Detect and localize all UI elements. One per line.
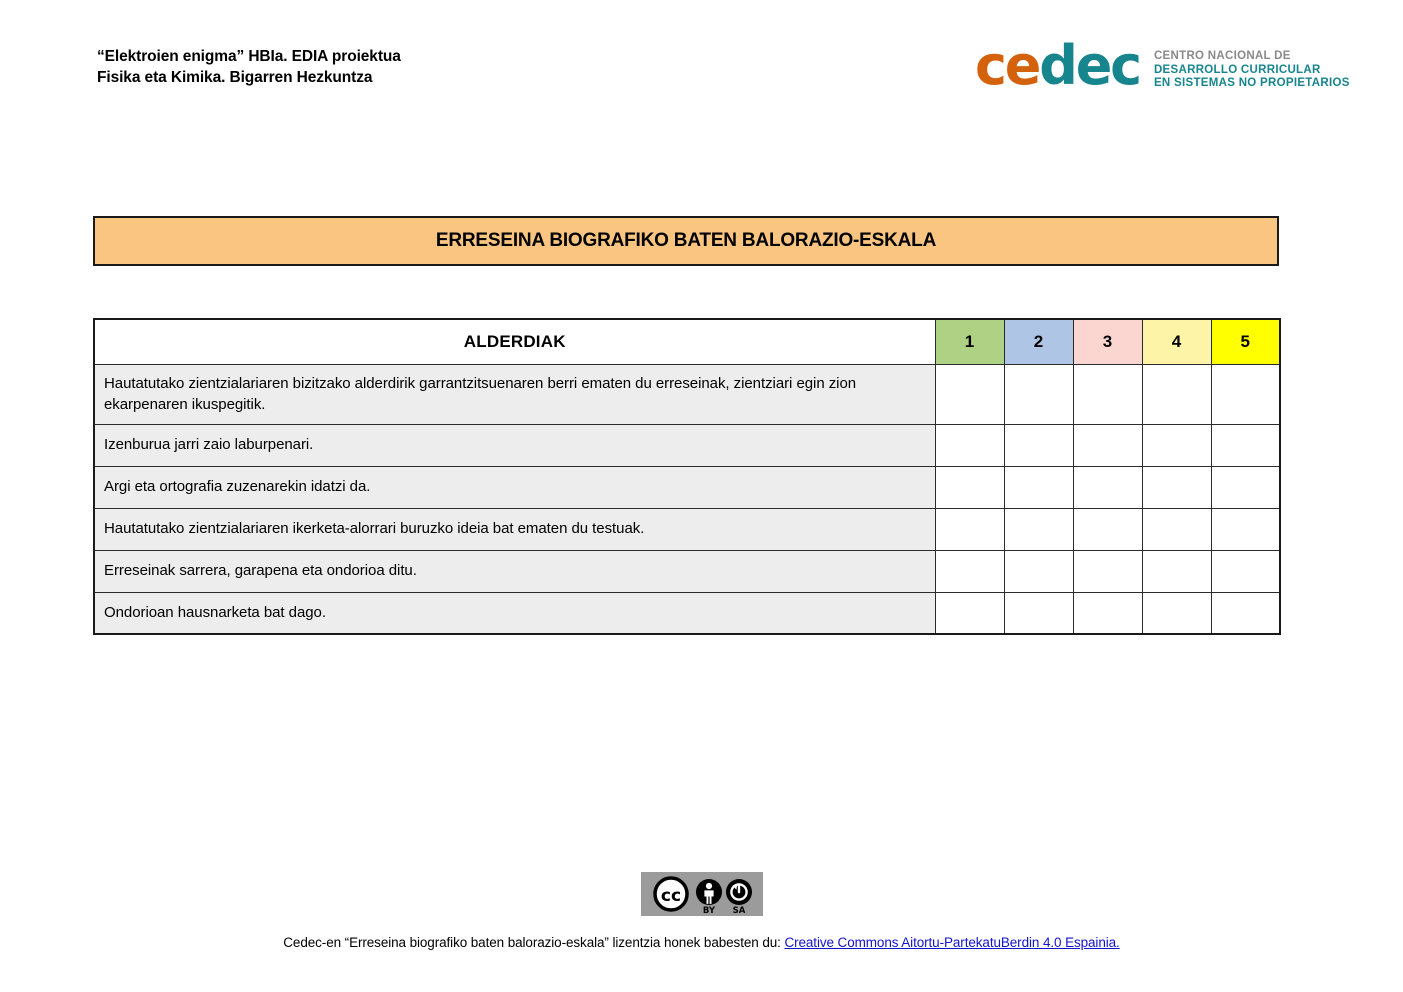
license-note-text: Cedec-en “Erreseina biografiko baten balorazio-eskala” lizentzia honek babesten du: bbox=[283, 935, 785, 950]
cedec-logo-tagline bbox=[1154, 50, 1350, 91]
score-checkbox-cell[interactable] bbox=[1004, 508, 1073, 550]
table-row bbox=[94, 550, 1280, 592]
score-checkbox-cell[interactable] bbox=[935, 550, 1004, 592]
score-checkbox-cell[interactable] bbox=[1073, 424, 1142, 466]
score-checkbox-cell[interactable] bbox=[1211, 466, 1280, 508]
aspect-text: Hautatutako zientzialariaren bizitzako alderdirik garrantzitsuenaren berri ematen du erreseinak, zientziari egin zion ekarpenaren ikuspegitik. bbox=[94, 364, 935, 424]
score-checkbox-cell[interactable] bbox=[1142, 550, 1211, 592]
creative-commons-badge-icon bbox=[641, 872, 763, 916]
score-checkbox-cell[interactable] bbox=[1073, 364, 1142, 424]
score-checkbox-cell[interactable] bbox=[1142, 364, 1211, 424]
table-row bbox=[94, 364, 1280, 424]
score-checkbox-cell[interactable] bbox=[935, 592, 1004, 634]
rubric-title: ERRESEINA BIOGRAFIKO BATEN BALORAZIO-ESKALA bbox=[435, 230, 937, 251]
score-checkbox-cell[interactable] bbox=[1073, 466, 1142, 508]
table-row bbox=[94, 424, 1280, 466]
score-checkbox-cell[interactable] bbox=[1142, 424, 1211, 466]
score-checkbox-cell[interactable] bbox=[1211, 508, 1280, 550]
column-header-score-1: 1 bbox=[935, 319, 1004, 364]
score-checkbox-cell[interactable] bbox=[1073, 508, 1142, 550]
header-title-line-1: “Elektroien enigma” HBIa. EDIA proiektua bbox=[97, 48, 401, 65]
score-checkbox-cell[interactable] bbox=[1004, 592, 1073, 634]
table-body bbox=[94, 364, 1280, 634]
license-link[interactable]: Creative Commons Aitortu-PartekatuBerdin 4.0 Espainia. bbox=[784, 935, 1120, 950]
column-header-score-2: 2 bbox=[1004, 319, 1073, 364]
column-header-score-5: 5 bbox=[1211, 319, 1280, 364]
score-checkbox-cell[interactable] bbox=[1142, 592, 1211, 634]
table-row bbox=[94, 508, 1280, 550]
score-checkbox-cell[interactable] bbox=[1004, 550, 1073, 592]
cedec-tagline-line-3: EN SISTEMAS NO PROPIETARIOS bbox=[1153, 77, 1350, 89]
cedec-logo-wordmark bbox=[975, 34, 1140, 97]
aspect-text: Ondorioan hausnarketa bat dago. bbox=[94, 592, 935, 634]
score-checkbox-cell[interactable] bbox=[935, 466, 1004, 508]
score-checkbox-cell[interactable] bbox=[935, 364, 1004, 424]
score-checkbox-cell[interactable] bbox=[1073, 550, 1142, 592]
cedec-tagline-line-1: CENTRO NACIONAL DE bbox=[1153, 50, 1291, 62]
aspect-text: Izenburua jarri zaio laburpenari. bbox=[94, 424, 935, 466]
header-title-block bbox=[97, 46, 401, 88]
table-row bbox=[94, 592, 1280, 634]
cedec-logo-dec: dec bbox=[1039, 34, 1140, 97]
svg-text:SA: SA bbox=[732, 906, 745, 915]
license-note bbox=[0, 934, 1403, 952]
rubric-title-banner bbox=[93, 216, 1279, 266]
column-header-aspects: ALDERDIAK bbox=[94, 319, 935, 364]
cedec-logo bbox=[975, 34, 1350, 97]
score-checkbox-cell[interactable] bbox=[1211, 592, 1280, 634]
table-header-row bbox=[94, 319, 1280, 364]
svg-text:BY: BY bbox=[702, 906, 715, 915]
score-checkbox-cell[interactable] bbox=[1004, 424, 1073, 466]
aspect-text: Erreseinak sarrera, garapena eta ondorioa ditu. bbox=[94, 550, 935, 592]
score-checkbox-cell[interactable] bbox=[935, 424, 1004, 466]
svg-text:cc: cc bbox=[660, 886, 681, 906]
score-checkbox-cell[interactable] bbox=[1073, 592, 1142, 634]
aspect-text: Hautatutako zientzialariaren ikerketa-alorrari buruzko ideia bat ematen du testuak. bbox=[94, 508, 935, 550]
score-checkbox-cell[interactable] bbox=[1211, 364, 1280, 424]
score-checkbox-cell[interactable] bbox=[1004, 364, 1073, 424]
cedec-logo-ce: ce bbox=[975, 34, 1040, 97]
document-footer bbox=[0, 872, 1403, 952]
rubric-table bbox=[93, 318, 1281, 635]
score-checkbox-cell[interactable] bbox=[1211, 550, 1280, 592]
column-header-score-4: 4 bbox=[1142, 319, 1211, 364]
score-checkbox-cell[interactable] bbox=[1211, 424, 1280, 466]
table-row bbox=[94, 466, 1280, 508]
score-checkbox-cell[interactable] bbox=[1004, 466, 1073, 508]
header-title-line-2: Fisika eta Kimika. Bigarren Hezkuntza bbox=[97, 69, 373, 86]
cedec-tagline-line-2: DESARROLLO CURRICULAR bbox=[1153, 63, 1321, 76]
aspect-text: Argi eta ortografia zuzenarekin idatzi da. bbox=[94, 466, 935, 508]
score-checkbox-cell[interactable] bbox=[935, 508, 1004, 550]
score-checkbox-cell[interactable] bbox=[1142, 466, 1211, 508]
column-header-score-3: 3 bbox=[1073, 319, 1142, 364]
document-header bbox=[0, 0, 1403, 120]
score-checkbox-cell[interactable] bbox=[1142, 508, 1211, 550]
